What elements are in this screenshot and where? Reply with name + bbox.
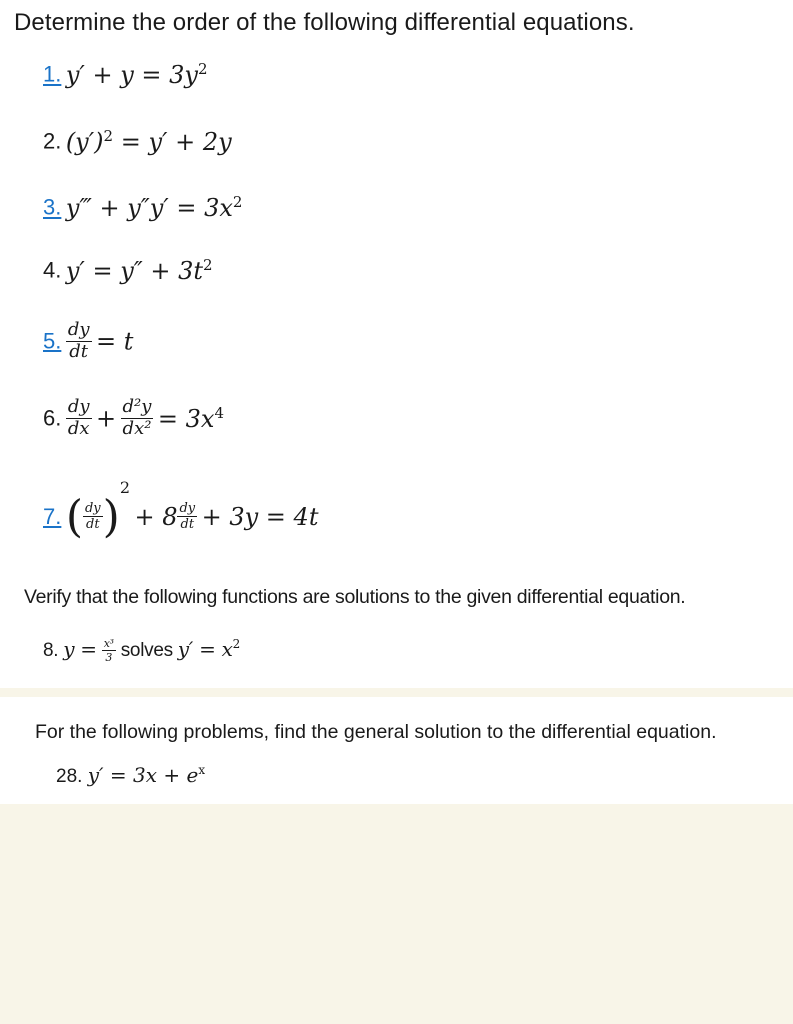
problem-8-number: 8.: [43, 640, 59, 661]
problem-7: [43, 478, 318, 542]
problem-7-link[interactable]: 7.: [43, 503, 62, 529]
fraction-dy-dt-small-2: $\frac{dy}{dt}$: [179, 500, 196, 533]
problem-2-number: 2.: [43, 128, 62, 154]
problem-2: [43, 127, 232, 156]
problem-28: [56, 763, 205, 788]
problem-6: [43, 398, 224, 439]
problem-28-number: 28.: [56, 766, 83, 787]
problem-8: [43, 637, 240, 664]
equation-7-mid: + 8: [134, 502, 178, 531]
equation-7-rhs: + 3y = 4t: [201, 502, 319, 531]
problem-3: [43, 193, 242, 222]
equation-5-rhs: = t: [95, 327, 134, 356]
problem-8-equation: $y' = x^2$: [177, 637, 240, 661]
section-heading-general: For the following problems, find the general solution to the differential equation.: [35, 721, 717, 743]
equation-6-rhs: = $3x^4$: [157, 403, 224, 433]
problem-5: [43, 321, 133, 362]
problem-8-solves: solves: [120, 640, 173, 661]
fraction-d2y-dx2: $\frac{\text{d²y}}{\text{dx²}}$: [122, 396, 152, 439]
section-heading-order: Determine the order of the following differential equations.: [14, 9, 635, 36]
problem-1: [43, 60, 208, 89]
problem-28-equation: $y' = 3x + e^x$: [87, 763, 206, 787]
fraction-dy-dt: $\frac{dy}{dt}$: [67, 319, 90, 362]
section-heading-verify: Verify that the following functions are solutions to the given differential equation.: [24, 586, 686, 608]
equation-1: $y' + y = 3y^2$: [65, 60, 208, 89]
problem-4-number: 4.: [43, 257, 62, 283]
problem-5-link[interactable]: 5.: [43, 328, 62, 354]
problem-1-link[interactable]: 1.: [43, 61, 62, 87]
problem-6-number: 6.: [43, 405, 62, 431]
problem-4: [43, 256, 213, 285]
left-paren: (: [65, 491, 83, 543]
equation-4: $y' = y'' + 3t^2$: [65, 256, 213, 285]
fraction-dy-dt-small: $\frac{dy}{dt}$: [84, 500, 101, 533]
right-paren: ): [102, 491, 120, 543]
problem-8-y-eq: y =: [63, 637, 97, 661]
problem-3-link[interactable]: 3.: [43, 194, 62, 220]
equation-2: $(y')^2 = y' + 2y$: [65, 127, 232, 156]
outer-exponent: 2: [119, 478, 131, 497]
fraction-x3-over-3: $\frac{\text{x³}}{3}$: [103, 636, 114, 665]
equation-3: y‴ + $y''y' = 3x^2$: [65, 193, 243, 222]
fraction-dy-dx: $\frac{dy}{dx}$: [67, 396, 90, 439]
plus-sign: +: [95, 404, 117, 433]
